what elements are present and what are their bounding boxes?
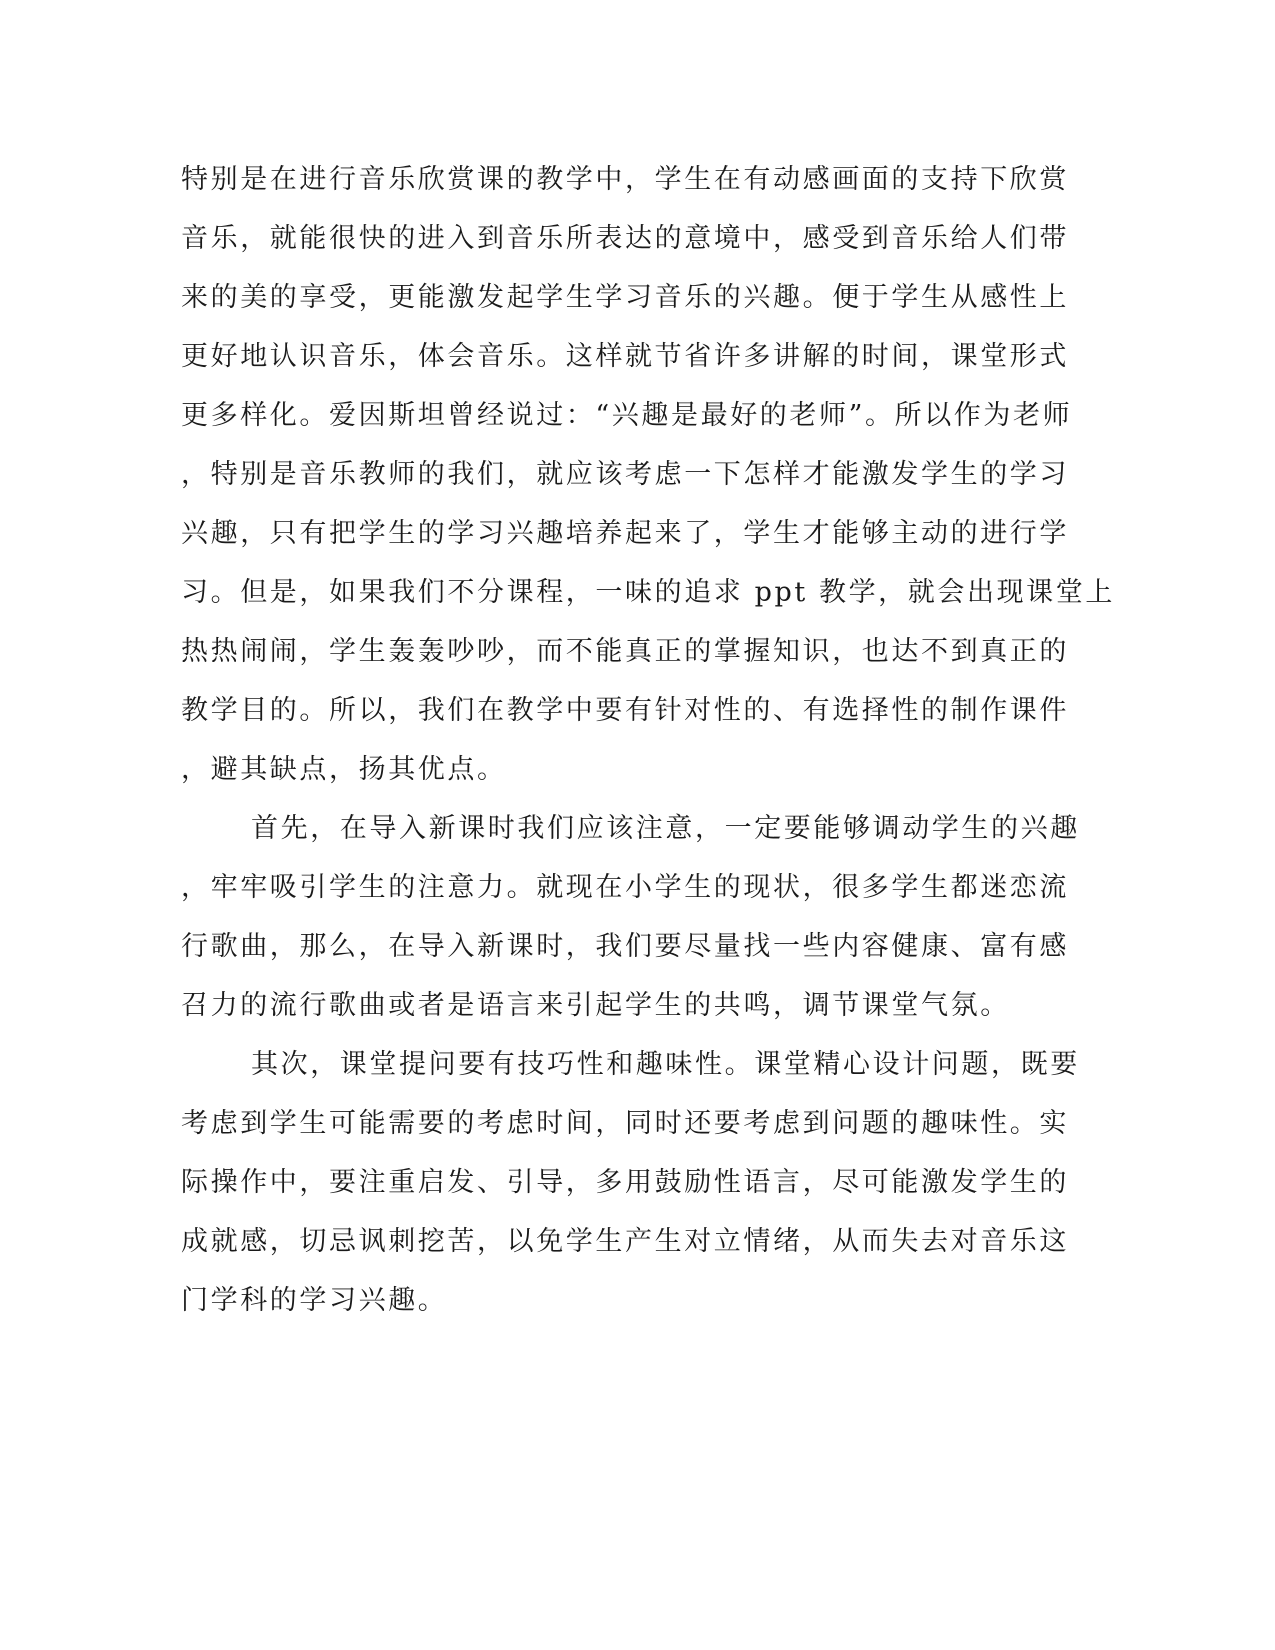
text-line-14: 行歌曲，那么，在导入新课时，我们要尽量找一些内容健康、富有感 <box>181 931 1069 962</box>
text-line-19: 成就感，切忌讽刺挖苦，以免学生产生对立情绪，从而失去对音乐这 <box>181 1226 1069 1257</box>
text-line-1: 特别是在进行音乐欣赏课的教学中，学生在有动感画面的支持下欣赏 <box>181 164 1069 195</box>
text-line-5: 更多样化。爱因斯坦曾经说过：“兴趣是最好的老师”。所以作为老师 <box>181 400 1073 431</box>
text-line-6: ，特别是音乐教师的我们，就应该考虑一下怎样才能激发学生的学习 <box>181 459 1069 490</box>
text-line-17: 考虑到学生可能需要的考虑时间，同时还要考虑到问题的趣味性。实 <box>181 1108 1069 1139</box>
text-line-3: 来的美的享受，更能激发起学生学习音乐的兴趣。便于学生从感性上 <box>181 282 1069 313</box>
text-line-15: 召力的流行歌曲或者是语言来引起学生的共鸣，调节课堂气氛。 <box>181 990 1010 1021</box>
paragraph-start-line: 其次，课堂提问要有技巧性和趣味性。课堂精心设计问题，既要 <box>251 1049 1080 1080</box>
text-line-2: 音乐，就能很快的进入到音乐所表达的意境中，感受到音乐给人们带 <box>181 223 1069 254</box>
text-line-8: 习。但是，如果我们不分课程，一味的追求 ppt 教学，就会出现课堂上 <box>181 577 1115 608</box>
text-line-9: 热热闹闹，学生轰轰吵吵，而不能真正的掌握知识，也达不到真正的 <box>181 636 1069 667</box>
text-line-11: ，避其缺点，扬其优点。 <box>181 754 507 785</box>
text-line-13: ，牢牢吸引学生的注意力。就现在小学生的现状，很多学生都迷恋流 <box>181 872 1069 903</box>
text-line-10: 教学目的。所以，我们在教学中要有针对性的、有选择性的制作课件 <box>181 695 1069 726</box>
text-line-18: 际操作中，要注重启发、引导，多用鼓励性语言，尽可能激发学生的 <box>181 1167 1069 1198</box>
text-line-20: 门学科的学习兴趣。 <box>181 1285 448 1316</box>
text-line-7: 兴趣，只有把学生的学习兴趣培养起来了，学生才能够主动的进行学 <box>181 518 1069 549</box>
text-line-4: 更好地认识音乐，体会音乐。这样就节省许多讲解的时间，课堂形式 <box>181 341 1069 372</box>
paragraph-start-line: 首先，在导入新课时我们应该注意，一定要能够调动学生的兴趣 <box>251 813 1080 844</box>
